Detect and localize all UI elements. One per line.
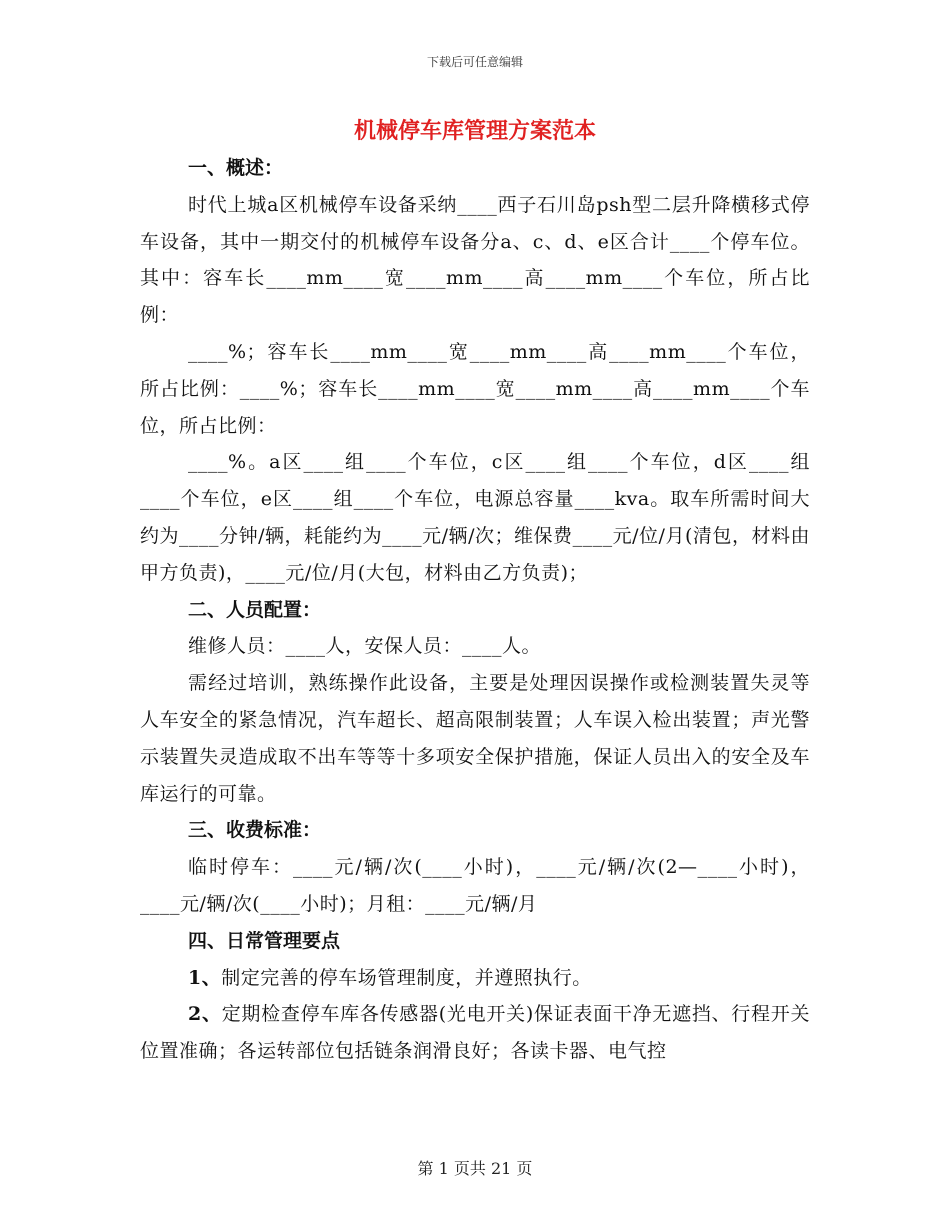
page-footer-number: 第 1 页共 21 页	[417, 1159, 533, 1178]
list-item	[140, 996, 810, 1070]
section-heading-overview: 一、概述：	[188, 157, 284, 179]
paragraph: ____%；容车长____mm____宽____mm____高____mm____个车位，所占比例：____%；容车长____mm____宽____mm____高____mm____个车位，所占比例：	[140, 340, 810, 437]
list-item-number: 2、	[188, 1003, 222, 1026]
document-title: 机械停车库管理方案范本	[353, 119, 596, 144]
document-body	[140, 150, 810, 1070]
list-item-text: 定期检查停车库各传感器(光电开关)保证表面干净无遮挡、行程开关位置准确；各运转部位包括链条润滑良好；各读卡器、电气控	[140, 1003, 810, 1063]
paragraph: 需经过培训，熟练操作此设备，主要是处理因误操作或检测装置失灵等人车安全的紧急情况，汽车超长、超高限制装置；人车误入检出装置；声光警示装置失灵造成取不出车等等十多项安全保护措施，保证人员出入的安全及车库运行的可靠。	[140, 672, 810, 805]
page-header-note: 下载后可任意编辑	[426, 55, 523, 69]
section-heading-fees: 三、收费标准：	[188, 819, 322, 842]
paragraph: ____%。a区____组____个车位，c区____组____个车位，d区____组____个车位，e区____组____个车位，电源总容量____kva。取车所需时间大约为____分钟/辆，耗能约为____元/辆/次；维保费____元/位/月(清包，材料由甲方负责)，____元/位/月(大包，材料由乙方负责)；	[140, 451, 810, 584]
section-heading-daily-management: 四、日常管理要点	[188, 929, 341, 952]
paragraph: 时代上城a区机械停车设备采纳____西子石川岛psh型二层升降横移式停车设备，其中一期交付的机械停车设备分a、c、d、e区合计____个停车位。其中：容车长____mm____宽____mm____高____mm____个车位，所占比例：	[140, 193, 810, 327]
list-item	[140, 960, 810, 997]
paragraph: 维修人员：____人，安保人员：____人。	[188, 635, 542, 658]
list-item-text: 制定完善的停车场管理制度，并遵照执行。	[221, 966, 592, 989]
paragraph: 临时停车：____元/辆/次(____小时)，____元/辆/次(2—____小时)，____元/辆/次(____小时)；月租：____元/辆/月	[140, 856, 810, 915]
section-heading-staffing: 二、人员配置：	[188, 598, 322, 621]
list-item-number: 1、	[188, 966, 222, 989]
